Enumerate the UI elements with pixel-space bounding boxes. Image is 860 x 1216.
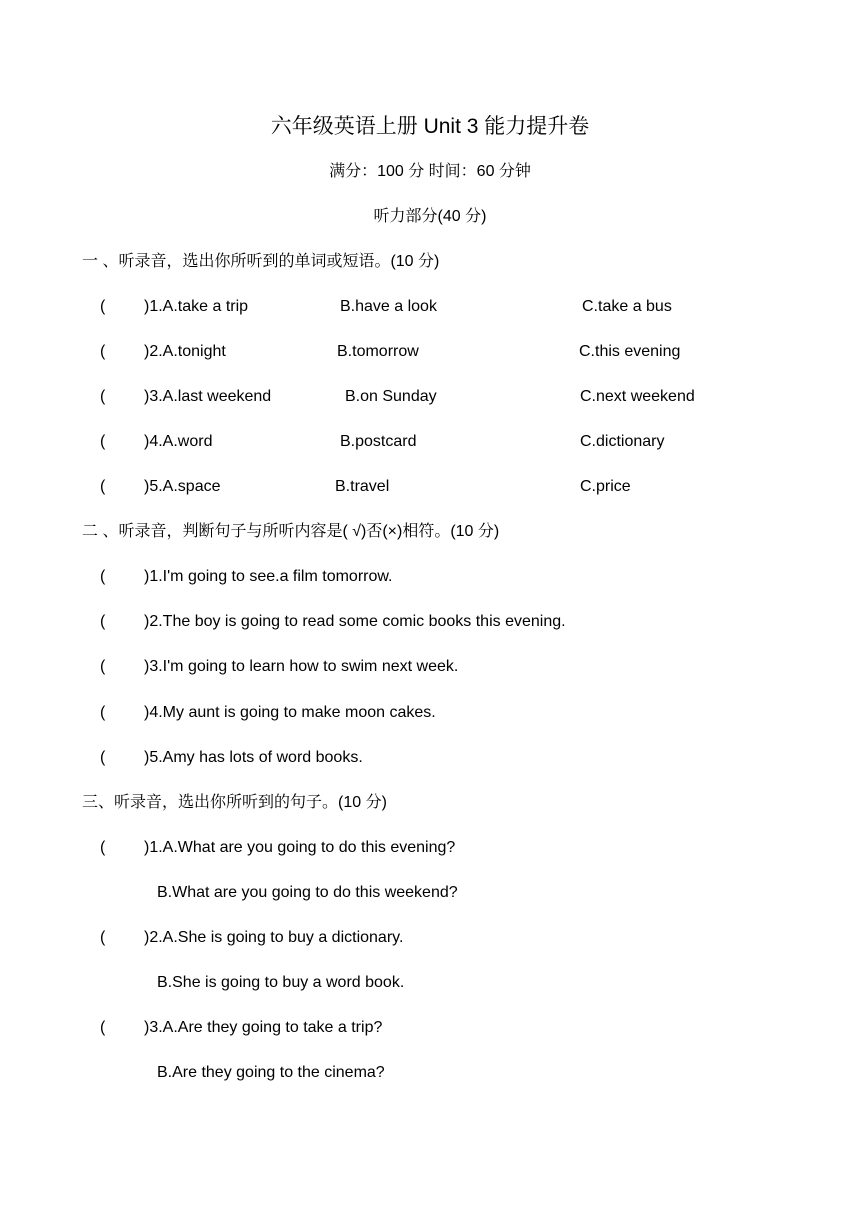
statement: )1.I'm going to see.a film tomorrow. [144, 568, 393, 585]
statement: )3.I'm going to learn how to swim next week. [144, 658, 459, 675]
option-b: B.What are you going to do this weekend? [157, 884, 458, 901]
option-a: )2.A.tonight [144, 343, 226, 360]
option-a: )1.A.take a trip [144, 298, 249, 315]
option-c: C.price [580, 478, 631, 495]
option-b: B.She is going to buy a word book. [157, 974, 405, 991]
option-b: B.on Sunday [345, 388, 437, 405]
answer-paren: ( [100, 343, 106, 360]
section-1-heading: 一 、听录音，选出你所听到的单词或短语。(10 分) [82, 253, 440, 270]
answer-paren: ( [100, 658, 106, 675]
option-a: )2.A.She is going to buy a dictionary. [144, 929, 404, 946]
answer-paren: ( [100, 1019, 106, 1036]
answer-paren: ( [100, 388, 106, 405]
answer-paren: ( [100, 929, 106, 946]
option-b: B.postcard [340, 433, 417, 450]
answer-paren: ( [100, 478, 106, 495]
section-3-heading: 三、听录音，选出你所听到的句子。(10 分) [82, 794, 387, 811]
option-b: B.have a look [340, 298, 437, 315]
option-c: C.take a bus [582, 298, 672, 315]
option-a: )5.A.space [144, 478, 221, 495]
option-b: B.tomorrow [337, 343, 419, 360]
option-b: B.travel [335, 478, 390, 495]
option-c: C.next weekend [580, 388, 695, 405]
answer-paren: ( [100, 704, 106, 721]
option-c: C.dictionary [580, 433, 665, 450]
answer-paren: ( [100, 298, 106, 315]
statement: )2.The boy is going to read some comic books this evening. [144, 613, 566, 630]
option-c: C.this evening [579, 343, 681, 360]
option-a: )1.A.What are you going to do this evening? [144, 839, 456, 856]
option-a: )4.A.word [144, 433, 213, 450]
option-a: )3.A.last weekend [144, 388, 272, 405]
answer-paren: ( [100, 613, 106, 630]
score-time: 满分：100 分 时间：60 分钟 [329, 163, 531, 180]
answer-paren: ( [100, 839, 106, 856]
answer-paren: ( [100, 433, 106, 450]
answer-paren: ( [100, 568, 106, 585]
section-2-heading: 二 、听录音，判断句子与所听内容是( √)否(×)相符。(10 分) [82, 523, 500, 540]
statement: )5.Amy has lots of word books. [144, 749, 363, 766]
answer-paren: ( [100, 749, 106, 766]
part-heading: 听力部分(40 分) [373, 208, 487, 225]
statement: )4.My aunt is going to make moon cakes. [144, 704, 436, 721]
option-b: B.Are they going to the cinema? [157, 1064, 385, 1081]
page-title: 六年级英语上册 Unit 3 能力提升卷 [270, 115, 590, 138]
option-a: )3.A.Are they going to take a trip? [144, 1019, 383, 1036]
